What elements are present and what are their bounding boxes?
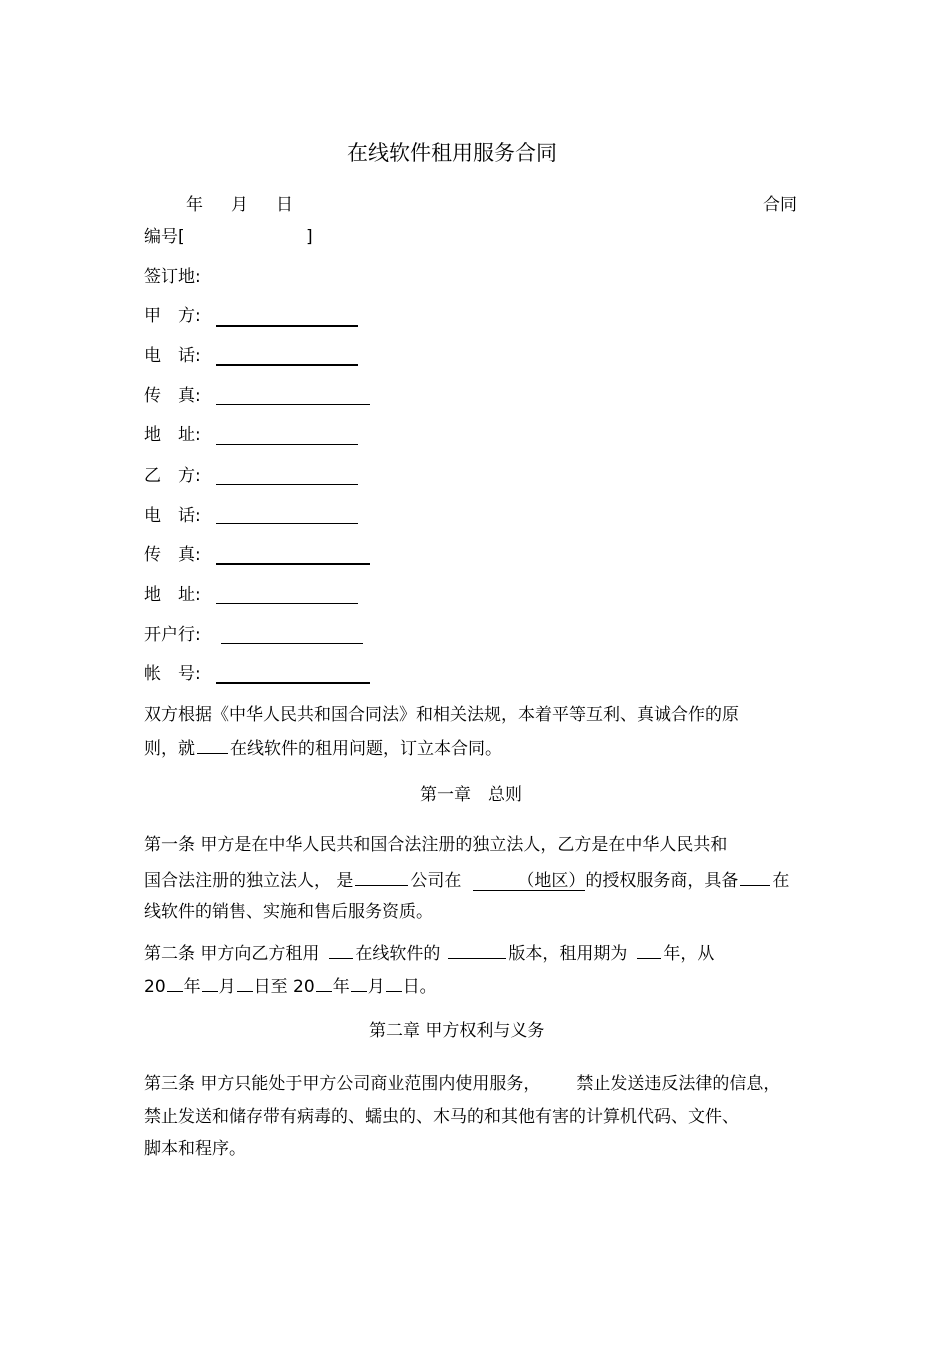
article-2-g: 月 (218, 977, 236, 997)
article-1-line-2-d: 的授权服务商，具备 (585, 871, 739, 891)
article-1-line-2-b: 公司在 (410, 871, 462, 891)
intro-line-1: 双方根据《中华人民共和国合同法》和相关法规，本着平等互利、真诚合作的原 (144, 705, 739, 725)
article-2-b: 在线软件的 (355, 944, 441, 964)
start-day-blank (237, 975, 253, 992)
party-a-address-label: 地 址: (144, 425, 201, 445)
party-b-address-label: 地 址: (144, 585, 201, 605)
term-years-blank (637, 942, 661, 959)
article-3-line-2: 禁止发送和储存带有病毒的、蠕虫的、木马的和其他有害的计算机代码、文件、 (144, 1107, 739, 1127)
party-a-fax-blank (216, 404, 370, 405)
article-2-a: 第二条 甲方向乙方租用 (144, 944, 320, 964)
article-3-line-1-a: 第三条 甲方只能处于甲方公司商业范围内使用服务， (144, 1074, 541, 1094)
chapter-2-heading: 第二章 甲方权利与义务 (369, 1021, 545, 1041)
article-1-line-2-a: 国合法注册的独立法人， 是 (144, 871, 354, 891)
signing-place-label: 签订地: (144, 267, 201, 287)
end-month-blank (351, 975, 367, 992)
region-field (473, 872, 585, 891)
party-b-fax-blank (216, 563, 370, 565)
article-1-line-1: 第一条 甲方是在中华人民共和国合法注册的独立法人，乙方是在中华人民共和 (144, 835, 728, 855)
party-b-fax-label: 传 真: (144, 545, 201, 565)
software-blank (740, 869, 770, 886)
article-2-j: 月 (367, 977, 385, 997)
article-2-h: 日至 20 (253, 977, 315, 997)
intro-line-2-start: 则，就 (144, 739, 195, 759)
party-a-address-blank (216, 444, 358, 445)
date-month: 月 (231, 195, 248, 215)
party-b-phone-blank (216, 523, 358, 524)
party-a-blank (216, 325, 358, 327)
end-year-blank (316, 975, 332, 992)
rental-software-blank (329, 942, 353, 959)
article-3-line-3: 脚本和程序。 (144, 1139, 246, 1159)
party-a-phone-label: 电 话: (144, 346, 201, 366)
party-b-blank (216, 484, 358, 485)
party-b-label: 乙 方: (144, 466, 201, 486)
article-1-line-2 (144, 869, 789, 891)
intro-line-2 (144, 737, 502, 759)
date-day: 日 (276, 195, 293, 215)
article-2-e: 20 (144, 977, 166, 997)
party-a-phone-blank (216, 364, 358, 366)
article-2-k: 日。 (402, 977, 437, 997)
article-2-i: 年 (332, 977, 350, 997)
party-b-account-blank (216, 682, 370, 684)
contract-no-label-2: 编号[ (144, 227, 185, 247)
intro-line-2-end: 在线软件的租用问题，订立本合同。 (230, 739, 502, 759)
article-2-line-2 (144, 975, 437, 997)
document-title: 在线软件租用服务合同 (347, 141, 557, 165)
article-3-line-1-b: 禁止发送违反法律的信息， (576, 1074, 781, 1094)
region-label: （地区） (517, 871, 586, 891)
party-b-bank-blank (221, 643, 363, 644)
article-2-f: 年 (183, 977, 201, 997)
article-2-d: 年，从 (663, 944, 715, 964)
software-name-blank (197, 737, 228, 754)
date-year: 年 (186, 195, 203, 215)
article-3-line-1 (144, 1074, 780, 1094)
article-2-c: 版本，租用期为 (508, 944, 628, 964)
start-month-blank (202, 975, 218, 992)
party-b-phone-label: 电 话: (144, 506, 201, 526)
article-1-line-2-e: 在 (772, 871, 790, 891)
article-2-line-1 (144, 942, 714, 964)
party-b-account-label: 帐 号: (144, 664, 201, 684)
contract-no-label: 合同 (763, 195, 797, 215)
article-1-line-3: 线软件的销售、实施和售后服务资质。 (144, 902, 433, 922)
party-b-bank-label: 开户行: (144, 625, 201, 645)
contract-no-close: ] (306, 227, 313, 247)
start-year-blank (167, 975, 183, 992)
company-blank (355, 869, 408, 886)
chapter-1-heading: 第一章 总则 (420, 785, 522, 805)
party-a-fax-label: 传 真: (144, 386, 201, 406)
party-a-label: 甲 方: (144, 306, 201, 326)
party-b-address-blank (216, 603, 358, 604)
version-blank (448, 942, 506, 959)
end-day-blank (386, 975, 402, 992)
